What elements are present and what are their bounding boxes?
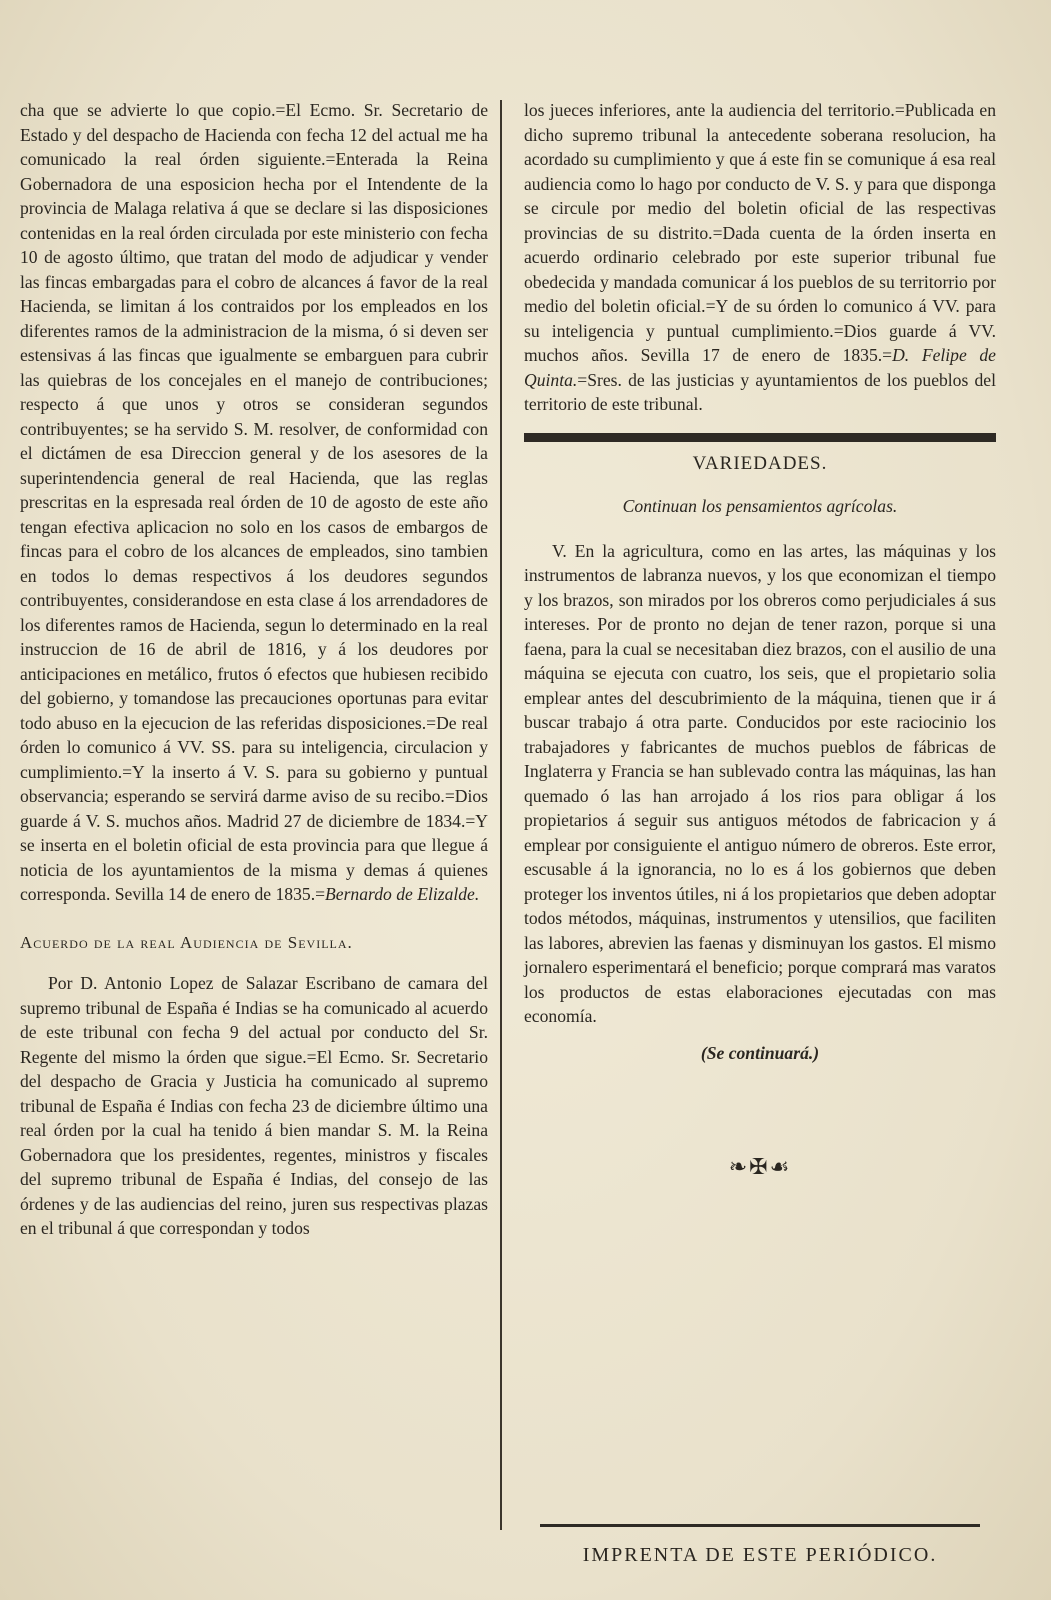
section-rule: [524, 433, 996, 442]
footer-rule: [540, 1524, 980, 1527]
audiencia-section-title: Acuerdo de la real Audiencia de Sevilla.: [20, 932, 353, 952]
continuara-note: (Se continuará.): [700, 1042, 820, 1063]
column-divider: [500, 100, 502, 1530]
variedades-title: VARIEDADES.: [692, 452, 828, 474]
left-article-text: [20, 98, 488, 907]
audiencia-article-text: Por D. Antonio Lopez de Salazar Escribano de camara del supremo tribunal de España é Indias se ha comunicado al acuerdo de este tribunal con fecha 9 del actual por conducto del Sr. Regente del mismo la órden que sigue.=El Ecmo. Sr. Secretario del despacho de Gracia y Justicia ha comunicado al supremo tribunal de España é Indias con fecha 23 de diciembre último una real órden por la cual ha tenido á bien mandar S. M. la Reina Gobernadora que los presidentes, regentes, ministros y fiscales del supremo tribunal de España é Indias, del consejo de las órdenes y de las audiencias del reino, juren sus respectivas plazas en el tribunal á que correspondan y todos: [20, 973, 488, 1238]
right-article-text: [524, 98, 996, 417]
left-article-signature: Bernardo de Elizalde.: [325, 884, 480, 904]
ornament-icon: ❧✠☙: [728, 1154, 792, 1179]
left-article-body: cha que se advierte lo que copio.=El Ecmo. Sr. Secretario de Estado y del despacho de Hacienda con fecha 12 del actual me ha comunicado la real órden siguiente.=Enterada la Reina Gobernadora de una esposicion hecha por el Intendente de la provincia de Malaga relativa á que se declare si las disposiciones contenidas en la real órden circulada por este ministerio con fecha 10 de agosto último, que tratan del modo de adjudicar y vender las fincas embargadas para el cobro de alcances á favor de la real Hacienda, se limitan á los contraidos por los empleados en los diferentes ramos de la administracion de la misma, ó si deven ser estensivas á las fincas que igualmente se embarguen para cubrir las quiebras de los concejales en el manejo de contribuciones; respecto á que unos y otros se consideran segundos contribuyentes; se ha servido S. M. resolver, de conformidad con el dictámen de esa Direccion general y de los asesores de la superintendencia general de real Hacienda, que las reglas prescritas en la espresada real órden de 10 de agosto de este año tengan efectiva aplicacion no solo en los casos de embargos de fincas para el cobro de los alcances de empleados, sino tambien en todos lo demas respectivos á los deudores segundos contribuyentes, considerandose en esta clase á los arrendadores de los diferentes ramos de Hacienda, segun lo determinado en la real instruccion de 16 de abril de 1816, y á los deudores por anticipaciones en metálico, frutos ó efectos que hubiesen recibido del gobierno, y tomandose las precauciones oportunas para evitar todo abuso en la ejecucion de las referidas disposiciones.=De real órden lo comunico á VV. SS. para su inteligencia, circulacion y cumplimiento.=Y la inserto á V. S. para su gobierno y puntual observancia; esperando se servirá darme aviso de su recibo.=Dios guarde á V. S. muchos años. Madrid 27 de diciembre de 1834.=Y se inserta en el boletin oficial de esta provincia para que llegue á noticia de los ayuntamientos de la misma y demas á quienes corresponda. Sevilla 14 de enero de 1835.=: [20, 100, 488, 904]
left-column: [20, 98, 488, 1241]
variedades-article-text: V. En la agricultura, como en las artes, las máquinas y los instrumentos de labranza nuevos, y los que economizan el tiempo y los brazos, son mirados por los obreros como perjudiciales á sus intereses. Por de pronto no dejan de tener razon, porque si una faena, para la cual se necesitaban diez brazos, con el ausilio de una máquina se ejecuta con cuatro, los seis, que el propietario solia emplear antes del descubrimiento de la máquina, tienen que ir á buscar trabajo á otra parte. Conducidos por este raciocinio los trabajadores y fabricantes de muchos pueblos de fábricas de Inglaterra y Francia se han sublevado contra las máquinas, las han quemado ó las han arrojado á los rios para obligar á los propietarios á seguir sus antiguos métodos de fabricacion y á emplear por consiguiente el antiguo número de obreros. Este error, escusable á la ignorancia, no lo es á los gobiernos que deben proteger los inventos útiles, ni á los propietarios que deben adoptar todos métodos, máquinas, instrumentos y utensilios, que faciliten las labores, abrevien las faenas y disminuyan los gastos. El mismo jornalero esperimentará el beneficio; porque comprará mas varatos los productos de estas elaboraciones ejecutadas con mas economía.: [524, 540, 996, 1026]
right-column: [524, 98, 996, 1180]
variedades-subtitle: Continuan los pensamientos agrícolas.: [622, 496, 898, 516]
imprint-line: IMPRENTA DE ESTE PERIÓDICO.: [582, 1544, 938, 1566]
right-article-body: los jueces inferiores, ante la audiencia del territorio.=Publicada en dicho supremo tribunal la antecedente soberana resolucion, ha acordado su cumplimiento y que á este fin se comunique á esa real audiencia como lo hago por conducto de V. S. y para que disponga se circule por medio del boletin oficial de las respectivas provincias de su distrito.=Dada cuenta de la órden inserta en acuerdo ordinario celebrado por este superior tribunal fue obedecida y mandada comunicar á los pueblos de su territorrio por medio del boletin oficial.=Y de su órden lo comunico á VV. para su inteligencia y puntual cumplimiento.=Dios guarde á VV. muchos años. Sevilla 17 de enero de 1835.=: [524, 100, 996, 365]
right-article-signature: D. Felipe de Quinta.: [524, 345, 996, 390]
right-article-tail: =Sres. de las justicias y ayuntamientos de los pueblos del territorio de este tribunal.: [524, 369, 996, 414]
